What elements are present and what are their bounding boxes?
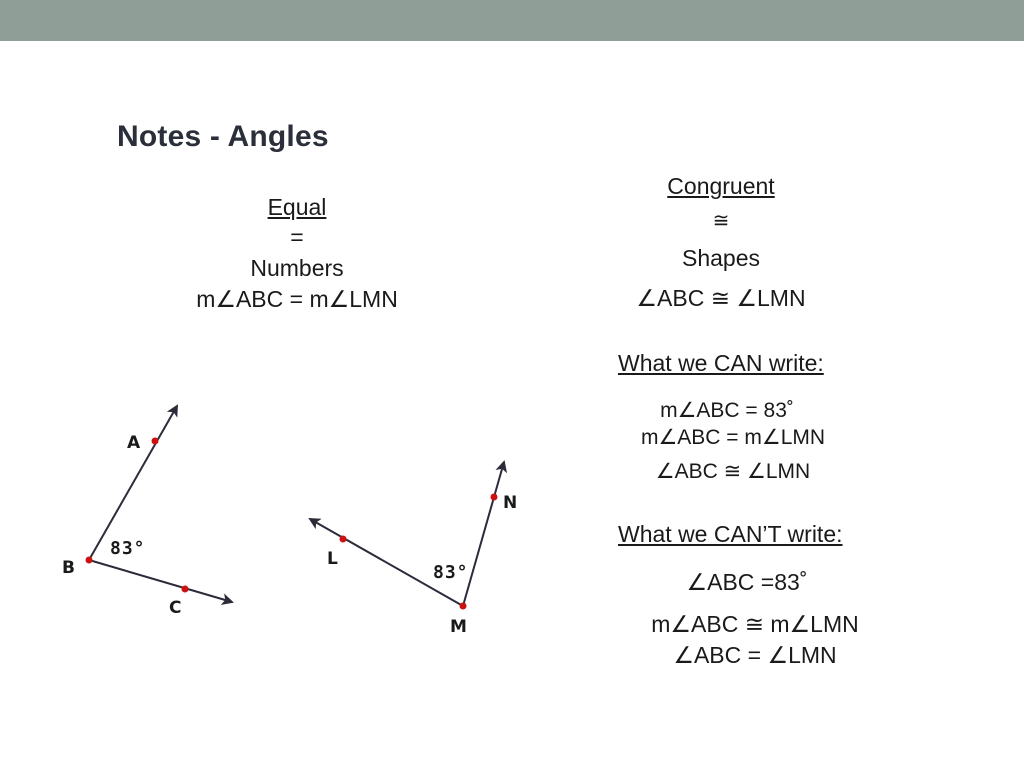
point-c: [182, 586, 189, 593]
point-a: [152, 438, 159, 445]
can-write-item: m∠ABC = 83˚: [660, 399, 794, 422]
label-n: N: [503, 493, 518, 513]
cant-write-item: ∠ABC =83˚: [686, 569, 808, 595]
cant-write-item: m∠ABC ≅ m∠LMN: [651, 611, 859, 637]
can-write-item: ∠ABC ≅ ∠LMN: [655, 460, 811, 483]
equal-symbol: =: [290, 224, 304, 250]
label-a: A: [127, 433, 141, 453]
label-b: B: [62, 558, 75, 578]
angle-lmn-measure: 83°: [433, 562, 469, 583]
point-b: [86, 557, 93, 564]
congruent-symbol: ≅: [712, 210, 730, 232]
angle-abc-figure: [62, 406, 232, 618]
can-write-item: m∠ABC = m∠LMN: [640, 426, 826, 449]
page-title: Notes - Angles: [117, 120, 329, 153]
congruent-example: ∠ABC ≅ ∠LMN: [636, 285, 806, 311]
label-l: L: [327, 549, 338, 569]
angle-lmn-figure: [310, 462, 517, 637]
equal-kind: Numbers: [250, 255, 344, 281]
ray-bc: [89, 560, 232, 602]
equal-example: m∠ABC = m∠LMN: [196, 286, 398, 312]
cant-write-item: ∠ABC = ∠LMN: [673, 642, 837, 668]
angle-abc-measure: 83°: [110, 538, 146, 559]
label-c: C: [169, 598, 182, 618]
ray-mn: [463, 462, 504, 606]
cant-write-heading: What we CAN’T write:: [618, 521, 843, 547]
point-n: [491, 494, 498, 501]
congruent-heading: Congruent: [667, 173, 775, 199]
congruent-kind: Shapes: [681, 245, 761, 271]
ray-ba: [89, 406, 177, 560]
label-m: M: [450, 617, 467, 637]
can-write-heading: What we CAN write:: [618, 350, 824, 376]
equal-heading: Equal: [267, 194, 327, 220]
point-m: [460, 603, 467, 610]
point-l: [340, 536, 347, 543]
